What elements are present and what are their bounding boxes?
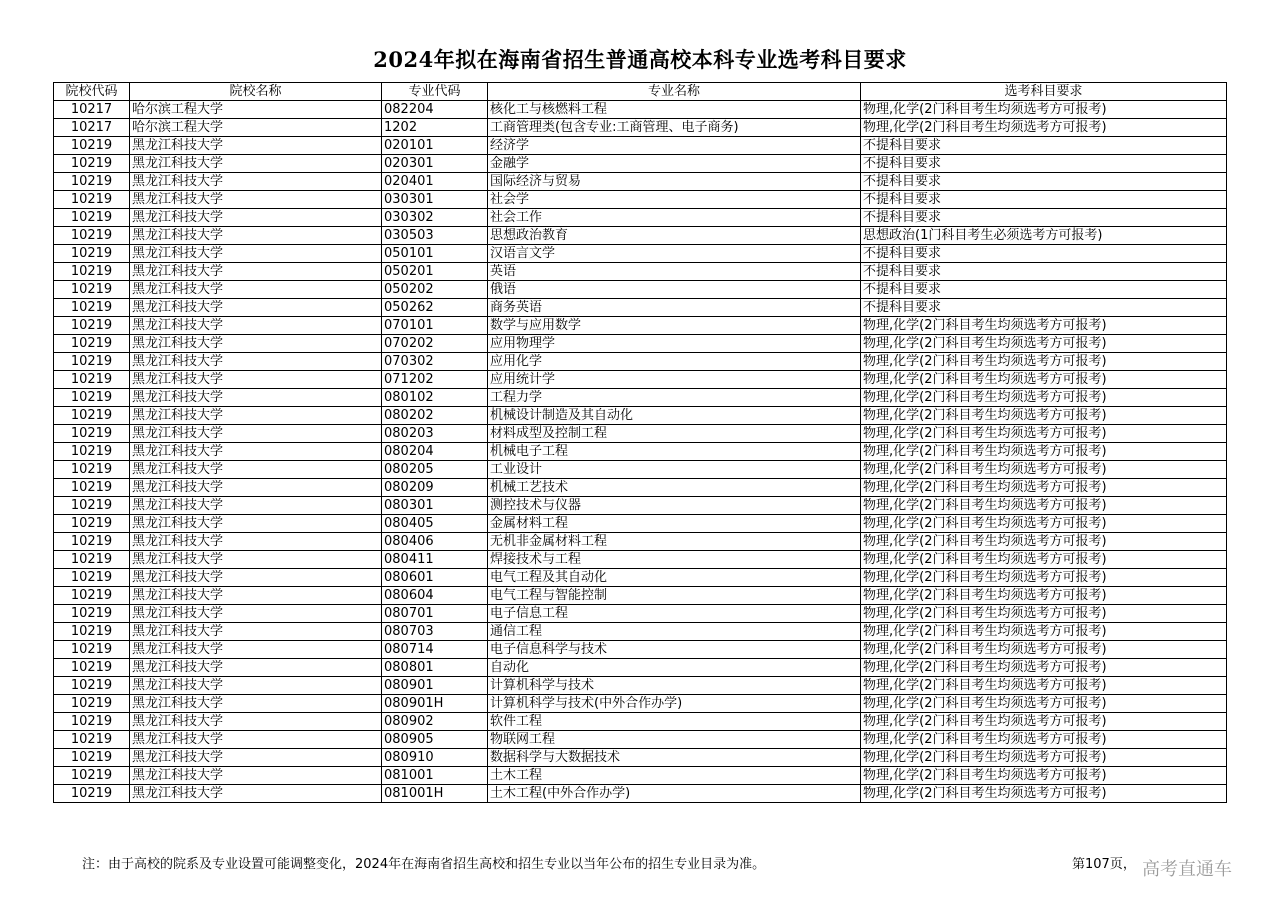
major-code-cell: 080405 <box>382 515 488 533</box>
major-code-cell: 080910 <box>382 749 488 767</box>
table-body <box>54 101 1227 803</box>
major-code-cell: 080411 <box>382 551 488 569</box>
major-name-cell: 俄语 <box>488 281 861 299</box>
major-name-cell: 材料成型及控制工程 <box>488 425 861 443</box>
footnote: 注：由于高校的院系及专业设置可能调整变化，2024年在海南省招生高校和招生专业以当年公布的招生专业目录为准。 <box>82 857 766 872</box>
school-name-cell: 黑龙江科技大学 <box>130 785 382 803</box>
major-name-cell: 工商管理类(包含专业:工商管理、电子商务) <box>488 119 861 137</box>
major-name-cell: 电子信息工程 <box>488 605 861 623</box>
school-name-cell: 黑龙江科技大学 <box>130 299 382 317</box>
school-code-cell: 10219 <box>54 785 130 803</box>
subject-requirement-cell: 物理,化学(2门科目考生均须选考方可报考) <box>861 659 1227 677</box>
subject-requirement-cell: 物理,化学(2门科目考生均须选考方可报考) <box>861 533 1227 551</box>
col-header-school-name: 院校名称 <box>130 83 382 101</box>
school-code-cell: 10219 <box>54 569 130 587</box>
major-code-cell: 080701 <box>382 605 488 623</box>
school-code-cell: 10219 <box>54 263 130 281</box>
major-code-cell: 030301 <box>382 191 488 209</box>
header-row <box>54 83 1227 101</box>
subject-requirement-cell: 不提科目要求 <box>861 137 1227 155</box>
school-name-cell: 黑龙江科技大学 <box>130 353 382 371</box>
major-name-cell: 工程力学 <box>488 389 861 407</box>
school-code-cell: 10219 <box>54 245 130 263</box>
school-code-cell: 10219 <box>54 479 130 497</box>
table-row <box>54 731 1227 749</box>
major-code-cell: 070302 <box>382 353 488 371</box>
subject-requirement-cell: 物理,化学(2门科目考生均须选考方可报考) <box>861 767 1227 785</box>
table-row <box>54 227 1227 245</box>
school-name-cell: 黑龙江科技大学 <box>130 659 382 677</box>
major-name-cell: 软件工程 <box>488 713 861 731</box>
major-name-cell: 机械电子工程 <box>488 443 861 461</box>
table-row <box>54 551 1227 569</box>
school-code-cell: 10219 <box>54 767 130 785</box>
table-row <box>54 389 1227 407</box>
table-row <box>54 677 1227 695</box>
table-row <box>54 497 1227 515</box>
subject-requirement-cell: 不提科目要求 <box>861 173 1227 191</box>
major-name-cell: 机械设计制造及其自动化 <box>488 407 861 425</box>
subject-requirement-cell: 物理,化学(2门科目考生均须选考方可报考) <box>861 551 1227 569</box>
major-name-cell: 电气工程与智能控制 <box>488 587 861 605</box>
school-code-cell: 10219 <box>54 209 130 227</box>
major-code-cell: 082204 <box>382 101 488 119</box>
school-name-cell: 黑龙江科技大学 <box>130 533 382 551</box>
table-row <box>54 515 1227 533</box>
table-row <box>54 623 1227 641</box>
table-row <box>54 191 1227 209</box>
subject-requirement-cell: 物理,化学(2门科目考生均须选考方可报考) <box>861 443 1227 461</box>
school-name-cell: 黑龙江科技大学 <box>130 713 382 731</box>
major-name-cell: 测控技术与仪器 <box>488 497 861 515</box>
table-row <box>54 263 1227 281</box>
school-name-cell: 黑龙江科技大学 <box>130 317 382 335</box>
school-name-cell: 黑龙江科技大学 <box>130 515 382 533</box>
table-row <box>54 785 1227 803</box>
school-name-cell: 黑龙江科技大学 <box>130 281 382 299</box>
subject-requirement-cell: 物理,化学(2门科目考生均须选考方可报考) <box>861 461 1227 479</box>
major-code-cell: 071202 <box>382 371 488 389</box>
subject-requirement-cell: 物理,化学(2门科目考生均须选考方可报考) <box>861 641 1227 659</box>
school-name-cell: 黑龙江科技大学 <box>130 227 382 245</box>
subject-requirement-cell: 物理,化学(2门科目考生均须选考方可报考) <box>861 749 1227 767</box>
school-code-cell: 10219 <box>54 353 130 371</box>
school-name-cell: 黑龙江科技大学 <box>130 155 382 173</box>
major-name-cell: 经济学 <box>488 137 861 155</box>
school-code-cell: 10219 <box>54 749 130 767</box>
table-row <box>54 695 1227 713</box>
school-code-cell: 10219 <box>54 281 130 299</box>
subject-requirement-cell: 物理,化学(2门科目考生均须选考方可报考) <box>861 515 1227 533</box>
table-row <box>54 119 1227 137</box>
major-name-cell: 数学与应用数学 <box>488 317 861 335</box>
subject-requirement-cell: 物理,化学(2门科目考生均须选考方可报考) <box>861 731 1227 749</box>
subject-requirement-cell: 物理,化学(2门科目考生均须选考方可报考) <box>861 605 1227 623</box>
major-name-cell: 电气工程及其自动化 <box>488 569 861 587</box>
school-name-cell: 黑龙江科技大学 <box>130 731 382 749</box>
school-name-cell: 黑龙江科技大学 <box>130 497 382 515</box>
school-name-cell: 哈尔滨工程大学 <box>130 119 382 137</box>
major-code-cell: 080102 <box>382 389 488 407</box>
table-row <box>54 281 1227 299</box>
table-row <box>54 641 1227 659</box>
major-code-cell: 050202 <box>382 281 488 299</box>
subject-requirement-cell: 不提科目要求 <box>861 245 1227 263</box>
school-name-cell: 黑龙江科技大学 <box>130 335 382 353</box>
major-name-cell: 焊接技术与工程 <box>488 551 861 569</box>
table-row <box>54 461 1227 479</box>
subject-requirement-cell: 不提科目要求 <box>861 281 1227 299</box>
page-number: 第107页， <box>1072 857 1136 872</box>
school-code-cell: 10219 <box>54 659 130 677</box>
school-code-cell: 10219 <box>54 587 130 605</box>
school-code-cell: 10219 <box>54 173 130 191</box>
school-name-cell: 黑龙江科技大学 <box>130 425 382 443</box>
major-name-cell: 金属材料工程 <box>488 515 861 533</box>
major-name-cell: 土木工程 <box>488 767 861 785</box>
subject-requirement-cell: 不提科目要求 <box>861 299 1227 317</box>
school-name-cell: 黑龙江科技大学 <box>130 749 382 767</box>
table-row <box>54 605 1227 623</box>
school-name-cell: 黑龙江科技大学 <box>130 569 382 587</box>
school-code-cell: 10219 <box>54 641 130 659</box>
school-name-cell: 黑龙江科技大学 <box>130 479 382 497</box>
major-code-cell: 030503 <box>382 227 488 245</box>
major-code-cell: 080905 <box>382 731 488 749</box>
major-code-cell: 080406 <box>382 533 488 551</box>
major-name-cell: 土木工程(中外合作办学) <box>488 785 861 803</box>
school-name-cell: 黑龙江科技大学 <box>130 245 382 263</box>
requirements-table <box>53 82 1227 803</box>
school-code-cell: 10219 <box>54 623 130 641</box>
school-name-cell: 黑龙江科技大学 <box>130 209 382 227</box>
subject-requirement-cell: 物理,化学(2门科目考生均须选考方可报考) <box>861 623 1227 641</box>
major-name-cell: 数据科学与大数据技术 <box>488 749 861 767</box>
major-name-cell: 工业设计 <box>488 461 861 479</box>
table-row <box>54 155 1227 173</box>
major-code-cell: 080204 <box>382 443 488 461</box>
page-title: 2024年拟在海南省招生普通高校本科专业选考科目要求 <box>373 47 907 72</box>
major-code-cell: 080203 <box>382 425 488 443</box>
school-code-cell: 10219 <box>54 497 130 515</box>
school-name-cell: 黑龙江科技大学 <box>130 191 382 209</box>
school-code-cell: 10219 <box>54 227 130 245</box>
major-name-cell: 英语 <box>488 263 861 281</box>
school-name-cell: 黑龙江科技大学 <box>130 677 382 695</box>
major-name-cell: 国际经济与贸易 <box>488 173 861 191</box>
major-name-cell: 应用化学 <box>488 353 861 371</box>
school-name-cell: 黑龙江科技大学 <box>130 461 382 479</box>
school-code-cell: 10219 <box>54 515 130 533</box>
table-row <box>54 137 1227 155</box>
major-code-cell: 080901 <box>382 677 488 695</box>
major-code-cell: 081001H <box>382 785 488 803</box>
major-name-cell: 社会工作 <box>488 209 861 227</box>
major-name-cell: 社会学 <box>488 191 861 209</box>
subject-requirement-cell: 物理,化学(2门科目考生均须选考方可报考) <box>861 317 1227 335</box>
school-name-cell: 黑龙江科技大学 <box>130 695 382 713</box>
school-name-cell: 黑龙江科技大学 <box>130 767 382 785</box>
major-code-cell: 080209 <box>382 479 488 497</box>
major-name-cell: 商务英语 <box>488 299 861 317</box>
table-row <box>54 569 1227 587</box>
table-row <box>54 245 1227 263</box>
table-row <box>54 659 1227 677</box>
school-code-cell: 10219 <box>54 299 130 317</box>
school-code-cell: 10219 <box>54 605 130 623</box>
table-row <box>54 767 1227 785</box>
subject-requirement-cell: 物理,化学(2门科目考生均须选考方可报考) <box>861 785 1227 803</box>
subject-requirement-cell: 物理,化学(2门科目考生均须选考方可报考) <box>861 389 1227 407</box>
school-code-cell: 10219 <box>54 731 130 749</box>
school-name-cell: 黑龙江科技大学 <box>130 551 382 569</box>
school-name-cell: 黑龙江科技大学 <box>130 137 382 155</box>
col-header-school-code: 院校代码 <box>54 83 130 101</box>
subject-requirement-cell: 物理,化学(2门科目考生均须选考方可报考) <box>861 101 1227 119</box>
school-name-cell: 黑龙江科技大学 <box>130 641 382 659</box>
subject-requirement-cell: 物理,化学(2门科目考生均须选考方可报考) <box>861 407 1227 425</box>
table-row <box>54 749 1227 767</box>
subject-requirement-cell: 物理,化学(2门科目考生均须选考方可报考) <box>861 371 1227 389</box>
major-code-cell: 080703 <box>382 623 488 641</box>
school-code-cell: 10217 <box>54 101 130 119</box>
major-code-cell: 030302 <box>382 209 488 227</box>
subject-requirement-cell: 物理,化学(2门科目考生均须选考方可报考) <box>861 353 1227 371</box>
school-code-cell: 10219 <box>54 461 130 479</box>
subject-requirement-cell: 物理,化学(2门科目考生均须选考方可报考) <box>861 569 1227 587</box>
subject-requirement-cell: 物理,化学(2门科目考生均须选考方可报考) <box>861 587 1227 605</box>
major-code-cell: 020401 <box>382 173 488 191</box>
school-code-cell: 10219 <box>54 389 130 407</box>
subject-requirement-cell: 不提科目要求 <box>861 209 1227 227</box>
subject-requirement-cell: 物理,化学(2门科目考生均须选考方可报考) <box>861 479 1227 497</box>
table-row <box>54 101 1227 119</box>
major-code-cell: 080901H <box>382 695 488 713</box>
major-name-cell: 计算机科学与技术 <box>488 677 861 695</box>
major-code-cell: 080601 <box>382 569 488 587</box>
major-code-cell: 080801 <box>382 659 488 677</box>
major-code-cell: 080205 <box>382 461 488 479</box>
major-code-cell: 080301 <box>382 497 488 515</box>
major-code-cell: 070202 <box>382 335 488 353</box>
table-row <box>54 479 1227 497</box>
major-name-cell: 汉语言文学 <box>488 245 861 263</box>
subject-requirement-cell: 物理,化学(2门科目考生均须选考方可报考) <box>861 335 1227 353</box>
school-name-cell: 黑龙江科技大学 <box>130 389 382 407</box>
school-name-cell: 黑龙江科技大学 <box>130 173 382 191</box>
watermark-logo: 高考直通车 <box>1142 859 1232 880</box>
major-code-cell: 050101 <box>382 245 488 263</box>
major-code-cell: 1202 <box>382 119 488 137</box>
school-code-cell: 10219 <box>54 695 130 713</box>
table-row <box>54 209 1227 227</box>
table-row <box>54 353 1227 371</box>
major-name-cell: 金融学 <box>488 155 861 173</box>
major-name-cell: 物联网工程 <box>488 731 861 749</box>
major-code-cell: 081001 <box>382 767 488 785</box>
table-row <box>54 299 1227 317</box>
school-name-cell: 黑龙江科技大学 <box>130 587 382 605</box>
table-row <box>54 335 1227 353</box>
table-row <box>54 443 1227 461</box>
table-row <box>54 425 1227 443</box>
school-code-cell: 10219 <box>54 533 130 551</box>
major-name-cell: 电子信息科学与技术 <box>488 641 861 659</box>
major-code-cell: 080604 <box>382 587 488 605</box>
subject-requirement-cell: 不提科目要求 <box>861 155 1227 173</box>
school-name-cell: 黑龙江科技大学 <box>130 443 382 461</box>
subject-requirement-cell: 物理,化学(2门科目考生均须选考方可报考) <box>861 677 1227 695</box>
major-code-cell: 080902 <box>382 713 488 731</box>
major-name-cell: 自动化 <box>488 659 861 677</box>
school-name-cell: 黑龙江科技大学 <box>130 263 382 281</box>
major-name-cell: 计算机科学与技术(中外合作办学) <box>488 695 861 713</box>
major-name-cell: 应用物理学 <box>488 335 861 353</box>
major-code-cell: 070101 <box>382 317 488 335</box>
table-row <box>54 713 1227 731</box>
school-code-cell: 10219 <box>54 407 130 425</box>
school-name-cell: 黑龙江科技大学 <box>130 407 382 425</box>
table-row <box>54 173 1227 191</box>
school-name-cell: 黑龙江科技大学 <box>130 623 382 641</box>
table-row <box>54 317 1227 335</box>
major-code-cell: 050201 <box>382 263 488 281</box>
major-name-cell: 核化工与核燃料工程 <box>488 101 861 119</box>
col-header-major-code: 专业代码 <box>382 83 488 101</box>
school-code-cell: 10219 <box>54 713 130 731</box>
subject-requirement-cell: 思想政治(1门科目考生必须选考方可报考) <box>861 227 1227 245</box>
major-name-cell: 思想政治教育 <box>488 227 861 245</box>
table-row <box>54 587 1227 605</box>
school-code-cell: 10219 <box>54 137 130 155</box>
subject-requirement-cell: 物理,化学(2门科目考生均须选考方可报考) <box>861 695 1227 713</box>
major-name-cell: 通信工程 <box>488 623 861 641</box>
table-row <box>54 371 1227 389</box>
school-code-cell: 10219 <box>54 191 130 209</box>
subject-requirement-cell: 物理,化学(2门科目考生均须选考方可报考) <box>861 425 1227 443</box>
subject-requirement-cell: 不提科目要求 <box>861 263 1227 281</box>
major-code-cell: 080202 <box>382 407 488 425</box>
school-code-cell: 10219 <box>54 551 130 569</box>
major-code-cell: 020301 <box>382 155 488 173</box>
col-header-subject-requirement: 选考科目要求 <box>861 83 1227 101</box>
school-code-cell: 10219 <box>54 677 130 695</box>
school-code-cell: 10217 <box>54 119 130 137</box>
school-code-cell: 10219 <box>54 425 130 443</box>
school-code-cell: 10219 <box>54 443 130 461</box>
school-name-cell: 黑龙江科技大学 <box>130 605 382 623</box>
school-code-cell: 10219 <box>54 371 130 389</box>
major-name-cell: 机械工艺技术 <box>488 479 861 497</box>
subject-requirement-cell: 物理,化学(2门科目考生均须选考方可报考) <box>861 119 1227 137</box>
major-code-cell: 050262 <box>382 299 488 317</box>
col-header-major-name: 专业名称 <box>488 83 861 101</box>
school-name-cell: 黑龙江科技大学 <box>130 371 382 389</box>
table-row <box>54 533 1227 551</box>
major-name-cell: 应用统计学 <box>488 371 861 389</box>
school-name-cell: 哈尔滨工程大学 <box>130 101 382 119</box>
major-code-cell: 080714 <box>382 641 488 659</box>
subject-requirement-cell: 物理,化学(2门科目考生均须选考方可报考) <box>861 713 1227 731</box>
major-code-cell: 020101 <box>382 137 488 155</box>
school-code-cell: 10219 <box>54 335 130 353</box>
school-code-cell: 10219 <box>54 317 130 335</box>
subject-requirement-cell: 物理,化学(2门科目考生均须选考方可报考) <box>861 497 1227 515</box>
major-name-cell: 无机非金属材料工程 <box>488 533 861 551</box>
table-header <box>54 83 1227 101</box>
school-code-cell: 10219 <box>54 155 130 173</box>
subject-requirement-cell: 不提科目要求 <box>861 191 1227 209</box>
table-row <box>54 407 1227 425</box>
